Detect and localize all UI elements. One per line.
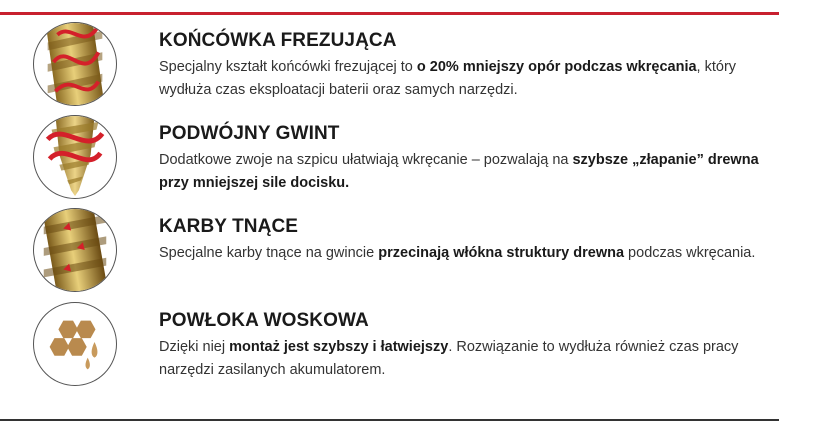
feature-description: Specjalny kształt końcówki frezującej to o 20% mniejszy opór podczas wkręcania, który wydłuża czas eksploatacji baterii oraz samych narzędzi.	[159, 59, 737, 98]
feature-double-thread	[33, 115, 773, 201]
feature-wax-coating	[33, 302, 773, 388]
feature-description: Dodatkowe zwoje na szpicu ułatwiają wkręcanie – pozwalają na szybsze „złapanie” drewna przy mniejszej sile docisku.	[159, 152, 759, 191]
feature-title: KOŃCÓWKA FREZUJĄCA	[159, 30, 397, 51]
feature-title: POWŁOKA WOSKOWA	[159, 310, 369, 331]
feature-title: PODWÓJNY GWINT	[159, 123, 340, 144]
cutting-notches-screw-icon	[33, 208, 117, 292]
bottom-divider	[0, 419, 779, 421]
feature-cutting-notches	[33, 208, 773, 294]
double-thread-screw-icon	[33, 115, 117, 199]
wax-coating-honeycomb-icon	[33, 302, 117, 386]
feature-title: KARBY TNĄCE	[159, 216, 299, 237]
top-divider	[0, 12, 779, 15]
milling-tip-screw-icon	[33, 22, 117, 106]
feature-description: Dzięki niej montaż jest szybszy i łatwiejszy. Rozwiązanie to wydłuża również czas pracy narzędzi zasilanych akumulatorem.	[159, 339, 739, 378]
feature-milling-tip	[33, 22, 773, 108]
feature-description: Specjalne karby tnące na gwincie przecinają włókna struktury drewna podczas wkręcania.	[159, 245, 756, 261]
